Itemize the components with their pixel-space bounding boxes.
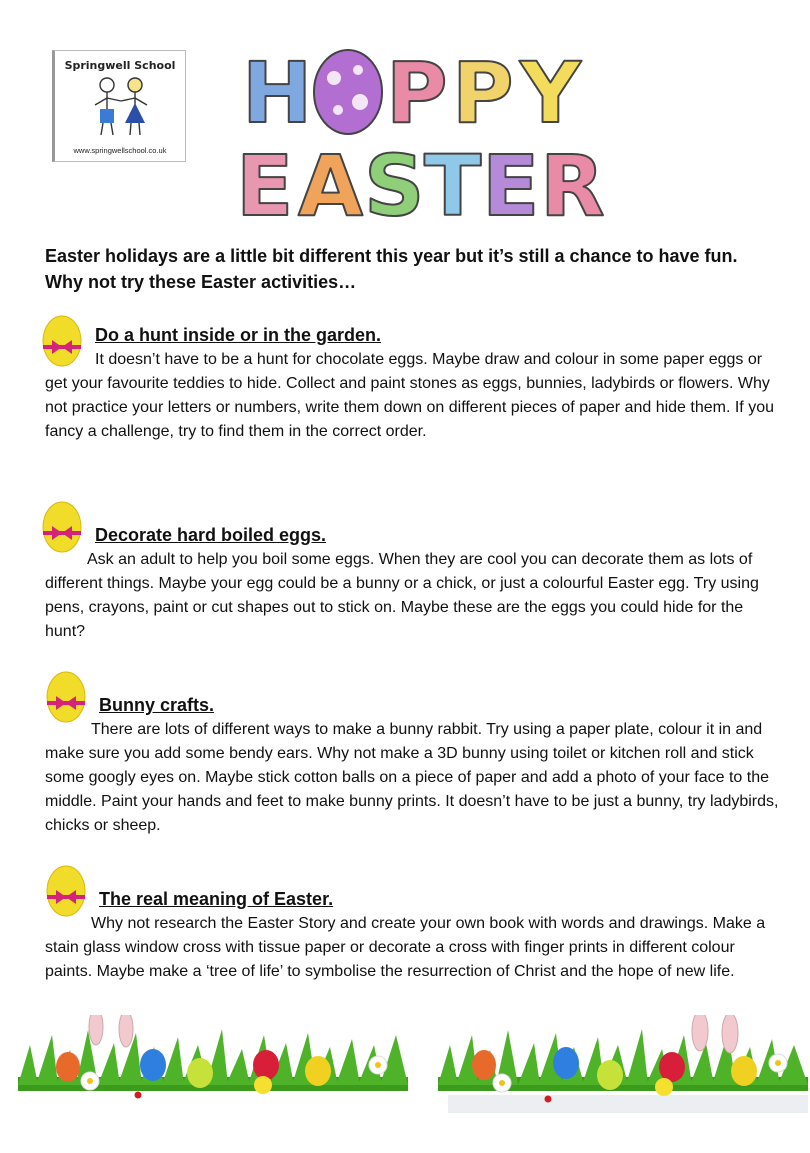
section-title: Do a hunt inside or in the garden.: [95, 325, 382, 345]
banner-letter: S: [364, 137, 425, 225]
section-title: The real meaning of Easter.: [99, 889, 334, 909]
easter-grass-illustration: [18, 1015, 408, 1105]
decorated-egg-icon: [314, 50, 382, 134]
school-url: www.springwellschool.co.uk: [73, 146, 167, 155]
school-name: Springwell School: [64, 59, 176, 72]
banner-letter: Y: [520, 44, 581, 142]
section-title: Decorate hard boiled eggs.: [95, 525, 327, 545]
yellow-egg-icon: [44, 862, 88, 918]
banner-letter: E: [236, 137, 294, 225]
banner-letter: E: [482, 137, 540, 225]
section-body: Ask an adult to help you boil some eggs. When they are cool you can decorate them as lots of different things. Maybe your egg could be a bunny or a chick, or just a colourful Easter egg. Try using pens, crayons, paint or cut shapes out to stick on. Maybe these are the eggs you could hide for the hunt?: [45, 551, 759, 640]
hoppy-easter-banner: [230, 40, 620, 225]
banner-letter: A: [298, 137, 364, 225]
school-logo: [52, 50, 186, 162]
banner-letter: P: [386, 44, 448, 142]
banner-letter: P: [452, 44, 514, 142]
yellow-egg-icon: [40, 498, 84, 554]
children-holding-hands-icon: [85, 75, 159, 137]
easter-grass-illustration: [438, 1015, 808, 1115]
section-title: Bunny crafts.: [99, 695, 215, 715]
banner-letter: H: [242, 44, 313, 142]
section-body: It doesn’t have to be a hunt for chocolate eggs. Maybe draw and colour in some paper eggs or get your favourite teddies to hide. Collect and paint stones as eggs, bunnies, ladybirds or flowers. Why not practice your letters or numbers, write them down on different pieces of paper and hide them. If you fancy a challenge, try to find them in the correct order.: [45, 351, 774, 440]
yellow-egg-icon: [44, 668, 88, 724]
banner-letter: R: [540, 137, 605, 225]
section-body: There are lots of different ways to make a bunny rabbit. Try using a paper plate, colour it in and make sure you add some bendy ears. Why not make a 3D bunny using toilet or kitchen roll and stick some googly eyes on. Maybe stick cotton balls on a piece of paper and add a photo of your face to the middle. Paint your hands and feet to make bunny prints. It doesn’t have to be just a bunny, try ladybirds, chicks or sheep.: [45, 721, 779, 834]
banner-letter: T: [424, 137, 482, 225]
intro-text: Easter holidays are a little bit different this year but it’s still a chance to have fun. Why not try these Easter activities…: [45, 246, 738, 292]
section-body: Why not research the Easter Story and create your own book with words and drawings. Make a stain glass window cross with tissue paper or decorate a cross with finger prints in different colour paints. Maybe make a ‘tree of life’ to symbolise the resurrection of Christ and the hope of new life.: [45, 915, 766, 980]
